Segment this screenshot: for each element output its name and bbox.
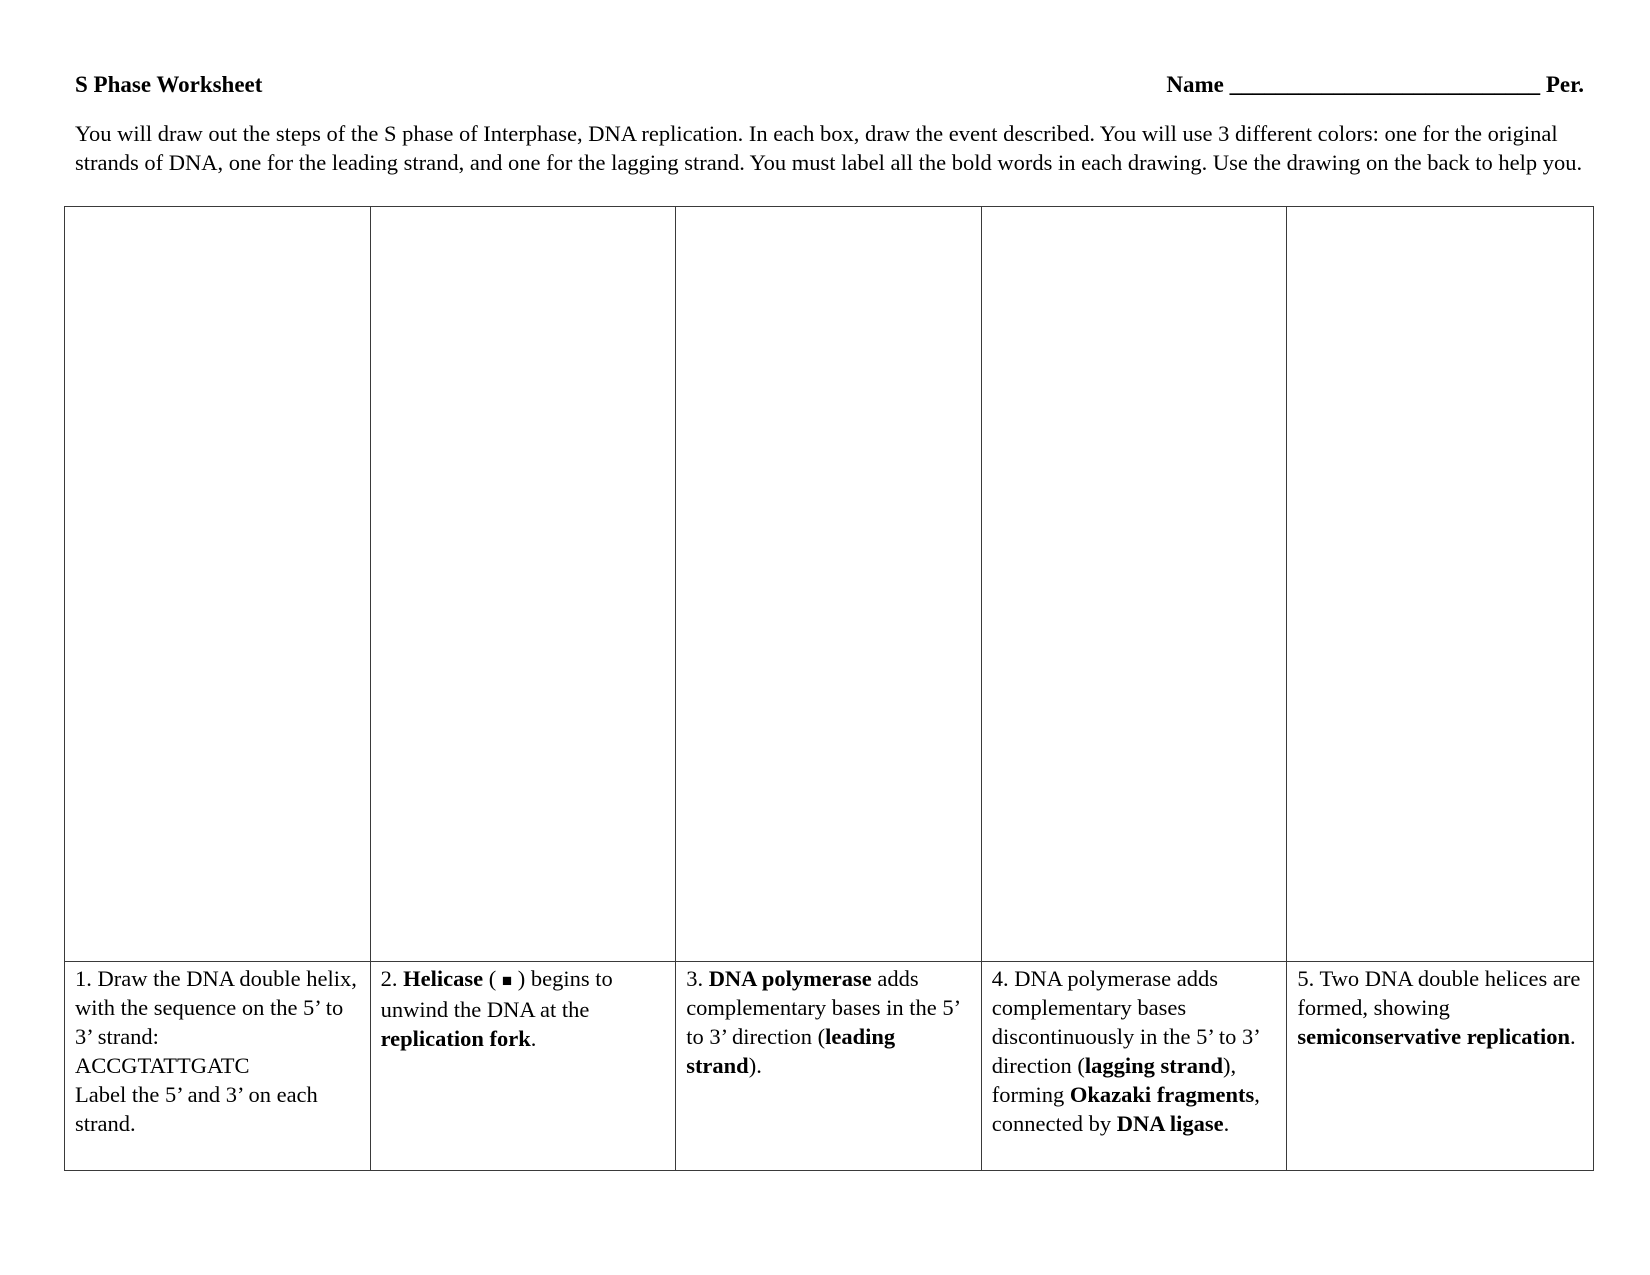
step-3-text-b: ).	[748, 1053, 762, 1078]
term-okazaki-fragments: Okazaki fragments	[1069, 1082, 1255, 1107]
step-1-label-instruction: Label the 5’ and 3’ on each strand.	[75, 1082, 318, 1136]
step-4-text-c: , connected by	[991, 1082, 1260, 1136]
step-3-number: 3.	[686, 966, 709, 991]
drawing-box-2[interactable]	[371, 207, 677, 962]
step-4-text-a: 4. DNA polymerase adds complementary bases discontinuously in the 5’ to 3’ direction (	[991, 966, 1260, 1078]
term-dna-ligase: DNA ligase	[1116, 1111, 1224, 1136]
instructions: You will draw out the steps of the S phase of Interphase, DNA replication. In each box, draw the event described. You will use 3 different colors: one for the original strands of DNA, one for the leading strand, and one for the lagging strand. You must label all the bold words in each drawing. Use the drawing on the back to help you.	[75, 121, 1583, 175]
step-caption-1	[65, 962, 371, 1170]
step-5-text-a: 5. Two DNA double helices are formed, showing	[1297, 966, 1581, 1020]
drawing-box-1[interactable]	[65, 207, 371, 962]
step-caption-4	[982, 962, 1288, 1170]
step-2-text-a: (	[483, 966, 502, 991]
term-lagging-strand: lagging strand	[1084, 1053, 1224, 1078]
drawing-table	[64, 206, 1594, 1171]
name-period-line: Name ___________________________ Per.	[1166, 72, 1584, 97]
step-caption-5	[1287, 962, 1593, 1170]
step-1-sequence: ACCGTATTGATC	[75, 1053, 250, 1078]
step-1-text: 1. Draw the DNA double helix, with the sequence on the 5’ to 3’ strand:	[75, 966, 357, 1049]
step-3-text-a: adds complementary bases in the 5’ to 3’ direction (	[686, 966, 960, 1049]
drawing-box-3[interactable]	[676, 207, 982, 962]
step-2-number: 2.	[380, 966, 404, 991]
term-replication-fork: replication fork	[380, 1026, 531, 1051]
step-5-text-b: .	[1570, 1024, 1576, 1049]
step-4-text-d: .	[1223, 1111, 1230, 1136]
step-2-text-c: .	[530, 1026, 537, 1051]
step-4-text-b: ), forming	[991, 1053, 1237, 1107]
page-title: S Phase Worksheet	[75, 72, 263, 97]
drawing-box-4[interactable]	[982, 207, 1288, 962]
step-2-text-b: ) begins to unwind the DNA at the	[380, 966, 613, 1022]
helicase-symbol-icon: ■	[501, 971, 513, 990]
drawing-box-5[interactable]	[1287, 207, 1593, 962]
term-semiconservative-replication: semiconservative replication	[1297, 1024, 1571, 1049]
step-caption-3	[676, 962, 982, 1170]
term-leading-strand: leading strand	[686, 1024, 896, 1078]
term-helicase: Helicase	[403, 966, 484, 991]
step-caption-2	[371, 962, 677, 1170]
term-dna-polymerase: DNA polymerase	[708, 966, 872, 991]
